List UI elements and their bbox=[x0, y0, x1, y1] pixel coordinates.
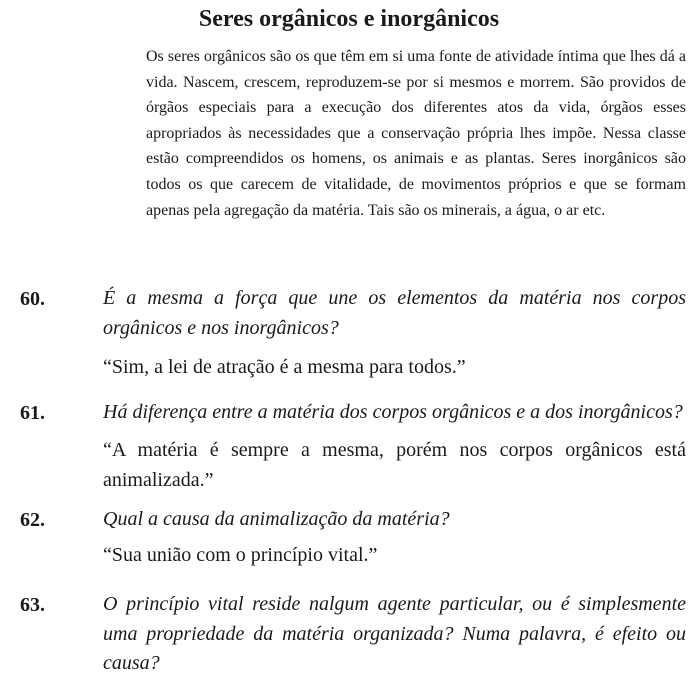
question-text: Qual a causa da animalização da matéria? bbox=[103, 508, 450, 530]
section-intro-paragraph: Os seres orgânicos são os que têm em si uma fonte de atividade íntima que lhes dá a vida. Nascem, crescem, reproduzem-se por si mesmos e morrem. São providos de órgãos especiais para a execução dos diferentes atos da vida, órgãos esses apropriados às necessidades que a conservação própria lhes impõe. Nessa classe estão compreendidos os homens, os animais e as plantas. Seres inorgânicos são todos os que carecem de vitalidade, de movimentos próprios e que se formam apenas pela agregação da matéria. Tais são os minerais, a água, o ar etc. bbox=[146, 48, 686, 219]
question-number: 62. bbox=[20, 509, 45, 531]
question-text: É a mesma a força que une os elementos da matéria nos corpos orgânicos e nos inorgânicos? bbox=[103, 287, 686, 339]
answer-text: “A matéria é sempre a mesma, porém nos corpos orgânicos está animalizada.” bbox=[103, 439, 686, 491]
question-text: Há diferença entre a matéria dos corpos orgânicos e a dos inorgânicos? bbox=[103, 401, 683, 423]
answer-text: “Sim, a lei de atração é a mesma para todos.” bbox=[103, 356, 466, 378]
question-number: 60. bbox=[20, 288, 45, 310]
question-number: 61. bbox=[20, 402, 45, 424]
question-text: O princípio vital reside nalgum agente particular, ou é simplesmente uma propriedade da matéria organizada? Numa palavra, é efeito ou causa? bbox=[103, 593, 686, 674]
question-number: 63. bbox=[20, 594, 45, 616]
answer-text: “Sua união com o princípio vital.” bbox=[103, 544, 378, 566]
section-title: Seres orgânicos e inorgânicos bbox=[198, 6, 500, 32]
